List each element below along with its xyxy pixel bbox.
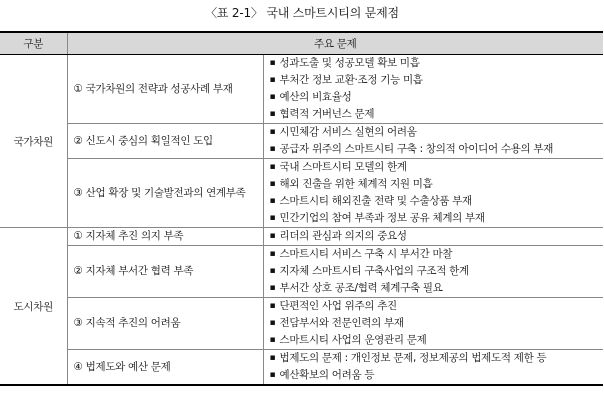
category-national: 국가차원 bbox=[0, 55, 67, 228]
problems-table bbox=[0, 31, 603, 386]
table-row bbox=[0, 124, 603, 159]
problem-item: ▪ 시민체감 서비스 실현의 어려움 bbox=[270, 124, 604, 141]
problem-item: ▪ 지자체 스마트시티 구축사업의 구조적 한계 bbox=[270, 263, 604, 280]
subcategory-label: ② 지자체 부서간 협력 부족 bbox=[67, 246, 263, 298]
problem-item: ▪ 부서간 상호 공조/협력 체계구축 필요 bbox=[270, 280, 604, 297]
table-caption: 〈표 2-1〉 국내 스마트시티의 문제점 bbox=[205, 6, 399, 20]
table-row bbox=[0, 246, 603, 298]
subcategory-label: ③ 산업 확장 및 기술발전과의 연계부족 bbox=[67, 159, 263, 228]
problem-item: ▪ 성과도출 및 성공모델 확보 미흡 bbox=[270, 55, 604, 72]
problem-item: ▪ 해외 진출을 위한 체계적 지원 미흡 bbox=[270, 176, 604, 193]
category-city: 도시차원 bbox=[0, 228, 67, 386]
problem-list bbox=[263, 124, 603, 159]
header-row bbox=[0, 32, 603, 55]
problem-item: ▪ 스마트시티 서비스 구축 시 부서간 마찰 bbox=[270, 246, 604, 263]
problem-list bbox=[263, 246, 603, 298]
table-row bbox=[0, 350, 603, 386]
table-row bbox=[0, 228, 603, 246]
problem-item: ▪ 단편적인 사업 위주의 추진 bbox=[270, 298, 604, 315]
problem-item: ▪ 부처간 정보 교환·조정 기능 미흡 bbox=[270, 72, 604, 89]
problem-item: ▪ 예산의 비효율성 bbox=[270, 89, 604, 106]
table-row bbox=[0, 55, 603, 124]
problem-list bbox=[263, 298, 603, 350]
problem-item: ▪ 협력적 거버넌스 문제 bbox=[270, 106, 604, 123]
header-category: 구분 bbox=[0, 32, 67, 55]
subcategory-label: ① 지자체 추진 의지 부족 bbox=[67, 228, 263, 246]
problem-list bbox=[263, 228, 603, 246]
table-row bbox=[0, 298, 603, 350]
problem-item: ▪ 스마트시티 사업의 운영관리 문제 bbox=[270, 332, 604, 349]
table-row bbox=[0, 159, 603, 228]
problem-item: ▪ 리더의 관심과 의지의 중요성 bbox=[270, 228, 604, 245]
problem-item: ▪ 스마트시티 해외진출 전략 및 수출상품 부재 bbox=[270, 193, 604, 210]
problem-item: ▪ 예산확보의 어려움 등 bbox=[270, 367, 604, 384]
problem-item: ▪ 전담부서와 전문인력의 부재 bbox=[270, 315, 604, 332]
subcategory-label: ① 국가차원의 전략과 성공사례 부재 bbox=[67, 55, 263, 124]
header-problems: 주요 문제 bbox=[67, 32, 603, 55]
problem-item: ▪ 민간기업의 참여 부족과 정보 공유 체계의 부재 bbox=[270, 210, 604, 227]
problem-list bbox=[263, 350, 603, 386]
subcategory-label: ② 신도시 중심의 획일적인 도입 bbox=[67, 124, 263, 159]
subcategory-label: ④ 법제도와 예산 문제 bbox=[67, 350, 263, 386]
subcategory-label: ③ 지속적 추진의 어려움 bbox=[67, 298, 263, 350]
problem-item: ▪ 법제도의 문제 : 개인정보 문제, 정보제공의 법제도적 제한 등 bbox=[270, 350, 604, 367]
problem-item: ▪ 국내 스마트시티 모델의 한계 bbox=[270, 159, 604, 176]
problem-list bbox=[263, 159, 603, 228]
problem-list bbox=[263, 55, 603, 124]
problem-item: ▪ 공급자 위주의 스마트시티 구축 : 창의적 아이디어 수용의 부재 bbox=[270, 141, 604, 158]
